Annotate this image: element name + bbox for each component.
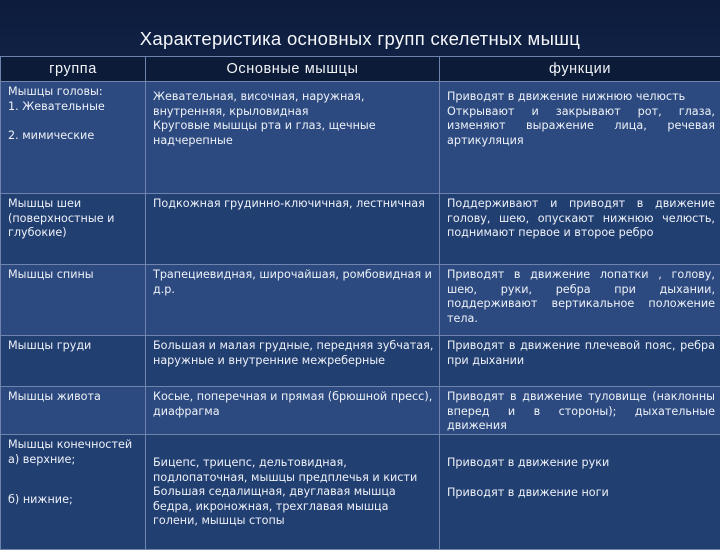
functions-line: Приводят в движение нижнюю челюсть: [447, 90, 715, 105]
slide-title: Характеристика основных групп скелетных мышц: [0, 28, 720, 50]
muscles-cell: Косые, поперечная и прямая (брюшной пресс), диафрагма: [146, 387, 440, 435]
muscles-cell: [146, 82, 440, 194]
functions-cell: Приводят в движение плечевой пояс, ребра при дыхании: [440, 336, 720, 387]
table-row: [1, 336, 720, 387]
functions-cell: Приводят в движение лопатки , голову, шею, руки, ребра при дыхании, поддерживают вертикальное положение тела.: [440, 265, 720, 336]
functions-cell: Поддерживают и приводят в движение голову, шею, опускают нижнюю челюсть, поднимают первое и второе ребро: [440, 194, 720, 265]
group-cell: Мышцы живота: [1, 387, 146, 435]
muscles-line: Круговые мышцы рта и глаз, щечные надчерепные: [153, 119, 434, 148]
group-cell: Мышцы спины: [1, 265, 146, 336]
muscles-line: Большая седалищная, двуглавая мышца бедра, икроножная, трехглавая мышца голени, мышцы стопы: [153, 485, 434, 529]
table-row: [1, 387, 720, 435]
table-row: [1, 82, 720, 194]
group-line: б) нижние;: [8, 493, 140, 508]
header-group: группа: [1, 57, 146, 82]
functions-line: Приводят в движение ноги: [447, 486, 715, 501]
group-cell: [1, 82, 146, 194]
table-header-row: [1, 57, 720, 82]
muscles-line: Жевательная, височная, наружная, внутренняя, крыловидная: [153, 90, 434, 119]
functions-cell: [440, 435, 720, 550]
functions-cell: [440, 82, 720, 194]
table-row: [1, 194, 720, 265]
functions-line: Приводят в движение руки: [447, 456, 715, 471]
header-muscles: Основные мышцы: [146, 57, 440, 82]
muscles-cell: Трапециевидная, широчайшая, ромбовидная и д.р.: [146, 265, 440, 336]
muscles-cell: Большая и малая грудные, передняя зубчатая, наружные и внутренние межреберные: [146, 336, 440, 387]
muscles-cell: [146, 435, 440, 550]
muscles-cell: Подкожная грудинно-ключичная, лестничная: [146, 194, 440, 265]
group-cell: Мышцы груди: [1, 336, 146, 387]
table-row: [1, 265, 720, 336]
group-line: а) верхние;: [8, 453, 140, 468]
functions-cell: Приводят в движение туловище (наклонны вперед и в стороны); дыхательные движения: [440, 387, 720, 435]
table-row: [1, 435, 720, 550]
group-line: 1. Жевательные: [8, 100, 140, 115]
group-line: Мышцы конечностей: [8, 438, 140, 453]
group-cell: [1, 435, 146, 550]
group-line: Мышцы головы:: [8, 85, 140, 100]
header-functions: функции: [440, 57, 720, 82]
muscle-groups-table: [0, 56, 720, 550]
group-cell: Мышцы шеи (поверхностные и глубокие): [1, 194, 146, 265]
functions-line: Открывают и закрывают рот, глаза, изменяют выражение лица, речевая артикуляция: [447, 105, 715, 149]
group-line: 2. мимические: [8, 129, 140, 144]
muscles-line: Бицепс, трицепс, дельтовидная, подлопаточная, мышцы предплечья и кисти: [153, 456, 434, 485]
